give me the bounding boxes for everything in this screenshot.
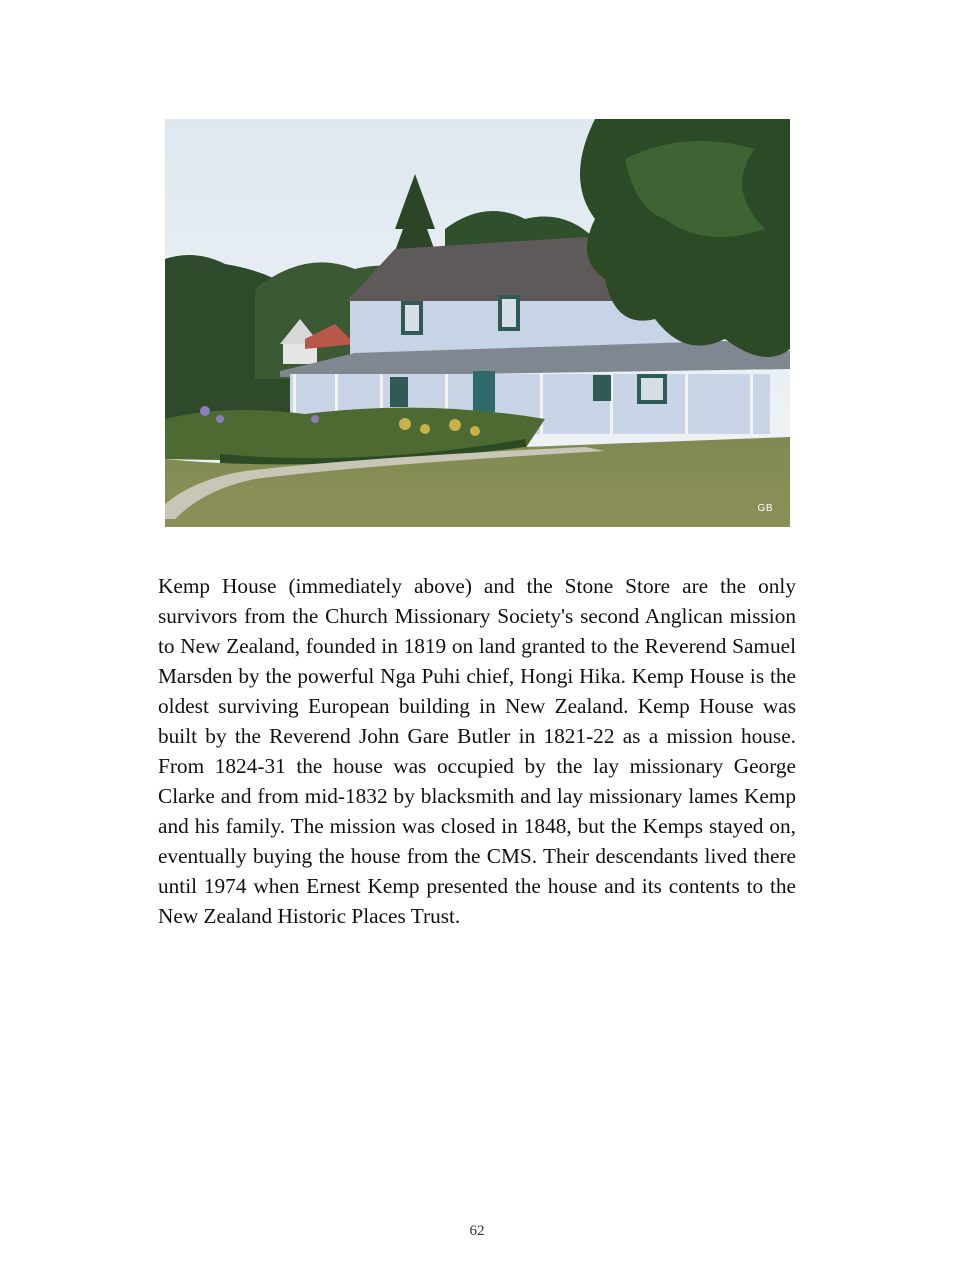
kemp-house-photo [165,119,790,527]
photo-credit: GB [757,503,773,514]
body-paragraph: Kemp House (immediately above) and the Stone Store are the only survivors from the Church Missionary Society's second Anglican mission to New Zealand, founded in 1819 on land granted to the Reverend Samuel Marsden by the powerful Nga Puhi chief, Hongi Hika. Kemp House is the oldest surviving European building in New Zealand. Kemp House was built by the Reverend John Gare Butler in 1821-22 as a mission house. From 1824-31 the house was occupied by the lay missionary George Clarke and from mid-1832 by blacksmith and lay missionary lames Kemp and his family. The mission was closed in 1848, but the Kemps stayed on, eventually buying the house from the CMS. Their descendants lived there until 1974 when Ernest Kemp presented the house and its contents to the New Zealand Historic Places Trust. [158,574,796,928]
house-photo-icon [165,119,790,527]
page-number: 62 [469,1223,485,1239]
